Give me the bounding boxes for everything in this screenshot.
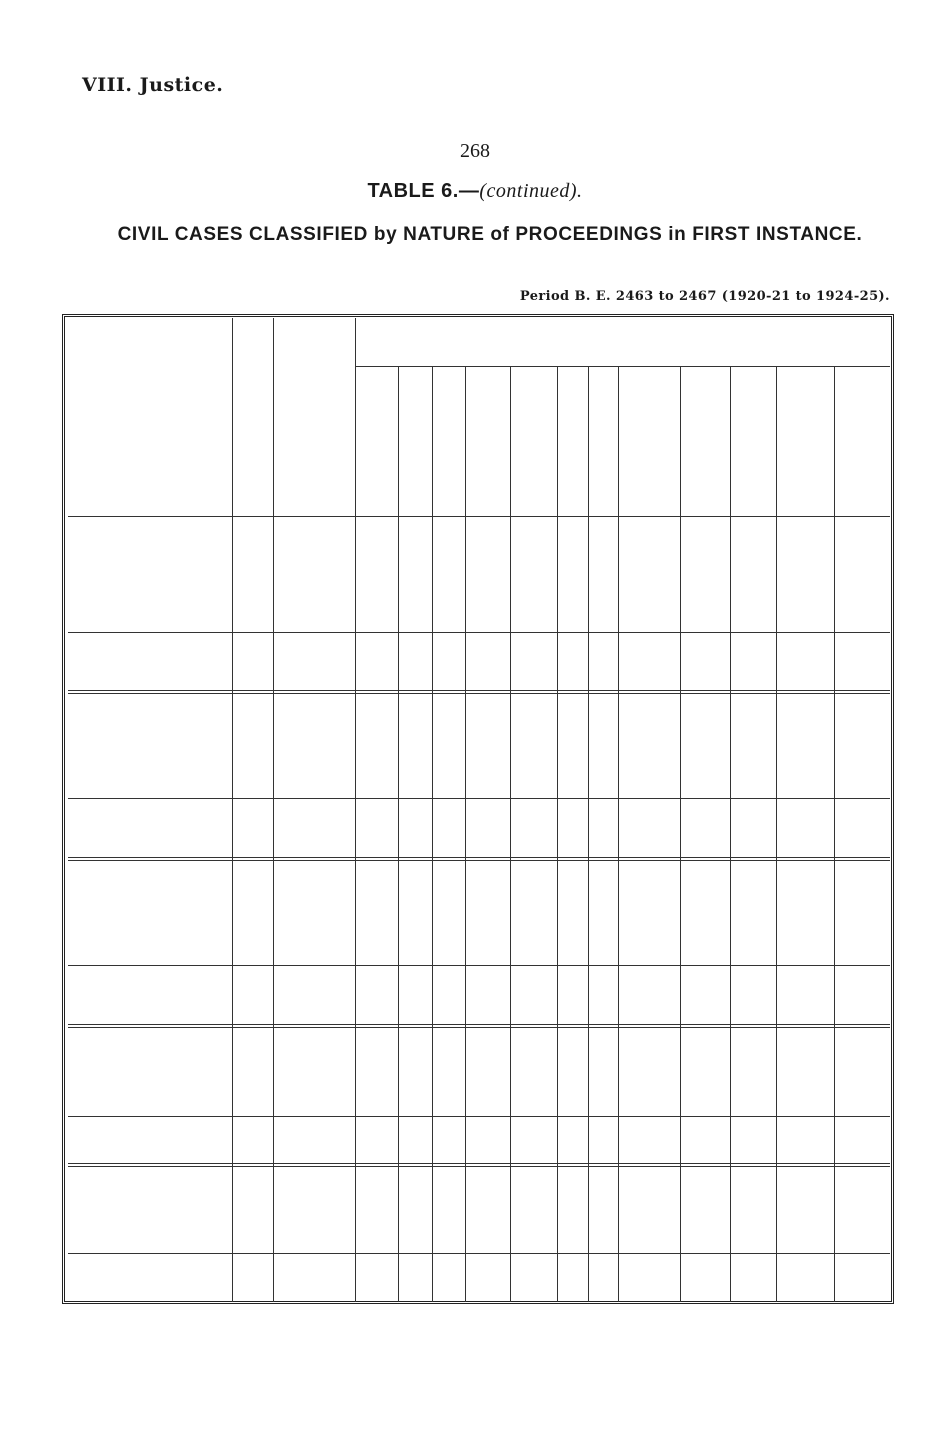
column-rule xyxy=(355,318,356,1302)
column-rule xyxy=(398,366,399,1302)
column-rule xyxy=(465,366,466,1302)
average-separator xyxy=(68,798,890,799)
page-number: 268 xyxy=(460,140,490,162)
section-title: VIII. Justice. xyxy=(82,74,224,96)
column-rule xyxy=(776,366,777,1302)
header-divider-top xyxy=(355,366,890,367)
header-divider-bottom xyxy=(68,516,890,517)
period-caption: Period B. E. 2463 to 2467 (1920-21 to 1924-25). xyxy=(519,289,890,304)
table-frame xyxy=(62,314,894,1304)
column-rule xyxy=(730,366,731,1302)
block-separator xyxy=(68,857,890,861)
block-separator xyxy=(68,1163,890,1167)
table-continued: (continued). xyxy=(479,180,583,202)
column-rule xyxy=(557,366,558,1302)
column-rule xyxy=(588,366,589,1302)
block-separator xyxy=(68,690,890,694)
block-separator xyxy=(68,1024,890,1028)
average-separator xyxy=(68,1116,890,1117)
column-rule xyxy=(273,318,274,1302)
average-separator xyxy=(68,965,890,966)
column-rule xyxy=(432,366,433,1302)
column-rule xyxy=(618,366,619,1302)
average-separator xyxy=(68,1253,890,1254)
column-rule xyxy=(510,366,511,1302)
column-rule xyxy=(680,366,681,1302)
table-heading: CIVIL CASES CLASSIFIED by NATURE of PROCEEDINGS in FIRST INSTANCE. xyxy=(117,224,863,245)
table-label: TABLE 6.— xyxy=(367,180,480,202)
column-rule xyxy=(232,318,233,1302)
table-title xyxy=(0,180,950,203)
column-rule xyxy=(834,366,835,1302)
average-separator xyxy=(68,632,890,633)
